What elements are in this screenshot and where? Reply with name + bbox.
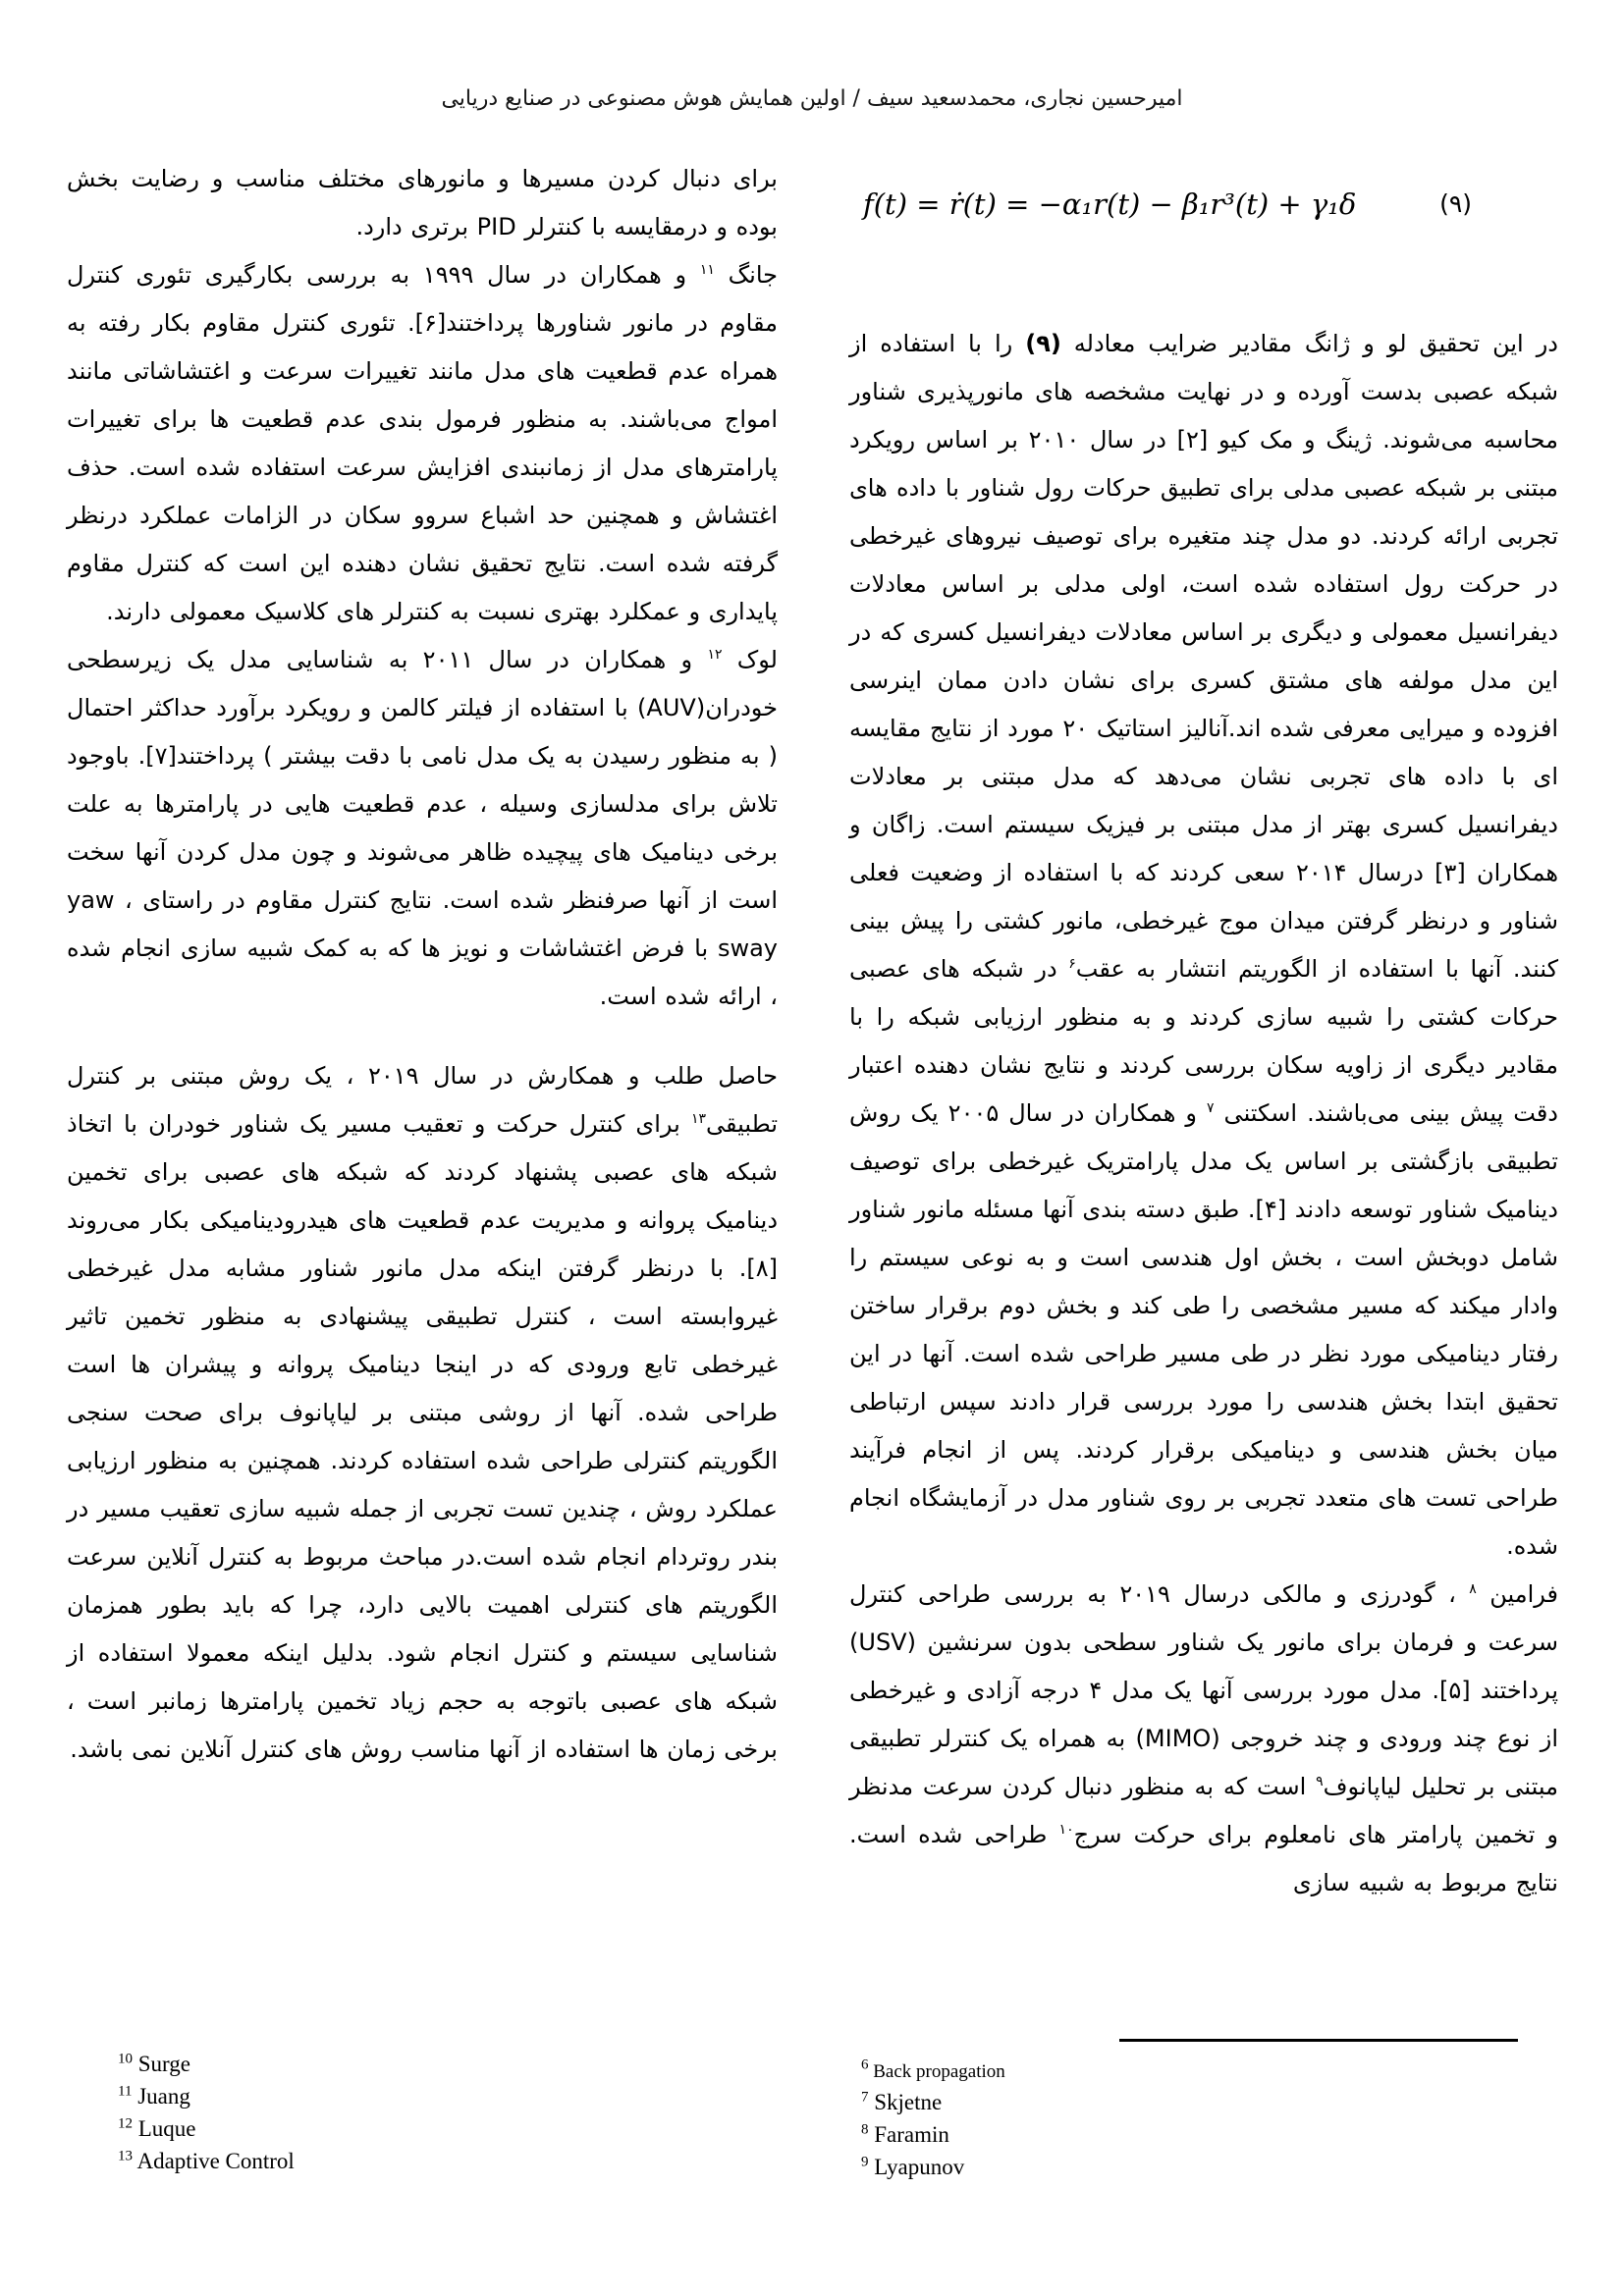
paragraph: جانگ $^{۱۱}$ و همکاران در سال ۱۹۹۹ به بررسی بکارگیری تئوری کنترل مقاوم در مانور شناورها پرداختند[۶]. تئوری کنترل مقاوم بکار رفته به همراه عدم قطعیت های مدل مانند تغییرات سرعت و اغتشاشاتی مانند امواج می‌باشند. به منظور فرمول بندی عدم قطعیت ها برای تغییرات پارامترهای مدل از زمانبندی افزایش سرعت استفاده شده است. حذف اغتشاش و همچنین حد اشباع سروو سکان در الزامات عملکرد درنظر گرفته شده است. نتایج تحقیق نشان دهنده این است که کنترل مقاوم پایداری و عمکلرد بهتری نسبت به کنترلر های کلاسیک معمولی دارند. [67, 261, 778, 625]
paragraph: حاصل طلب و همکارش در سال ۲۰۱۹ ، یک روش مبتنی بر کنترل تطبیقی$^{۱۳}$ برای کنترل حرکت و تعقیب مسیر یک شناور خودران با اتخاذ شبکه های عصبی پشنهاد کردند که شبکه های عصبی برای تخمین دینامیک پروانه و مدیریت عدم قطعیت های هیدرودینامیکی بکار می‌روند [۸]. با درنظر گرفتن اینکه مدل مانور شناور مشابه مدل غیرخطی غیروابسته است ، کنترل تطبیقی پیشنهادی به منظور تخمین تاثیر غیرخطی تابع ورودی که در اینجا دینامیک پروانه و پیشران ها است طراحی شده. آنها از روشی مبتنی بر لیاپانوف برای صحت سنجی الگوریتم کنترلی طراحی شده استفاده کردند. همچنین به منظور ارزیابی عملکرد روش ، چندین تست تجربی از جمله شبیه سازی تعقیب مسیر در بندر روتردام انجام شده است.در مباحث مربوط به کنترل آنلاین سرعت الگوریتم های کنترلی اهمیت بالایی دارد، چرا که باید بطور همزمان شناسایی سیستم و کنترل انجام شود. بدلیل اینکه معمولا استفاده از شبکه های عصبی باتوجه به حجم زیاد تخمین پارامترها زمانبر است ، برخی زمان ها استفاده از آنها مناسب روش های کنترل آنلاین نمی باشد. [67, 1062, 778, 1763]
left-footnotes [118, 2048, 295, 2177]
footnote-item: $^{11}$ Juang [118, 2083, 190, 2109]
paragraph: فرامین $^۸$ ، گودرزی و مالکی درسال ۲۰۱۹ به بررسی طراحی کنترل سرعت و فرمان برای مانور یک شناور سطحی بدون سرنشین (USV) پرداختند [۵]. مدل مورد بررسی آنها یک مدل ۴ درجه آزادی و غیرخطی از نوع چند ورودی و چند خروجی (MIMO) به همراه یک کنترلر تطبیقی مبتنی بر تحلیل لیاپانوف$^۹$ است که به منظور دنبال کردن سرعت مدنظر و تخمین پارامتر های نامعلوم برای حرکت سرج$^{۱۰}$ طراحی شده است. نتایج مربوط به شبیه سازی [849, 1580, 1559, 1896]
right-column [849, 155, 1558, 1907]
equation-number: (۹) [1439, 189, 1472, 218]
paragraph: در این تحقیق لو و ژانگ مقادیر ضرایب معادله (۹) را با استفاده از شبکه عصبی بدست آورده و در نهایت مشخصه های مانورپذیری شناور محاسبه می‌شوند. ژینگ و مک کیو [۲] در سال ۲۰۱۰ بر اساس رویکرد مبتنی بر شبکه عصبی مدلی برای تطبیق حرکات رول شناور با داده های تجربی ارائه کردند. دو مدل چند متغیره برای توصیف نیروهای غیرخطی در حرکت رول استفاده شده است، اولی مدلی بر اساس معادلات دیفرانسیل معمولی و دیگری بر اساس معادلات دیفرانسیل کسری که در این مدل مولفه های مشتق کسری برای نشان دادن ممان اینرسی افزوده و میرایی معرفی شده اند.آنالیز استاتیک ۲۰ مورد از نتایج مقایسه ای با داده های تجربی نشان می‌دهد که مدل مبتنی بر معادلات دیفرانسیل کسری بهتر از مدل مبتنی بر فیزیک سیستم است. زاگان و همکاران [۳] درسال ۲۰۱۴ سعی کردند که با استفاده از وضعیت فعلی شناور و درنظر گرفتن میدان موج غیرخطی، مانور کشتی را پیش بینی کنند. آنها با استفاده از الگوریتم انتشار به عقب$^۶$ در شبکه های عصبی حرکات کشتی را شبیه سازی کردند و به منظور ارزیابی شبکه را با مقادیر دیگری از زاویه سکان بررسی کردند و نتایج نشان دهنده اعتبار دقت پیش بینی می‌باشند. اسکتنی $^۷$ و همکاران در سال ۲۰۰۵ یک روش تطبیقی بازگشتی بر اساس یک مدل پارامتریک غیرخطی برای توصیف دینامیک شناور توسعه دادند [۴]. طبق دسته بندی آنها مسئله مانور شناور شامل دوبخش است ، بخش اول هندسی است و به نوعی سیستم را وادار میکند که مسیر مشخصی را طی کند و بخش دوم برقرار ساختن رفتار دینامیکی مورد نظر در طی مسیر طراحی شده است. آنها در این تحقیق ابتدا بخش هندسی را مورد بررسی قرار دادند سپس ارتباطی میان بخش هندسی و دینامیکی برقرار کردند. پس از انجام فرآیند طراحی تست های متعدد تجربی بر روی شناور مدل در آزمایشگاه انجام شده. [849, 330, 1558, 1560]
footnote-separator [1119, 2039, 1518, 2042]
footnote-item: $^7$ Skjetne [861, 2089, 943, 2114]
equation-body: f(t) = ṙ(t) = −α₁r(t) − β₁r³(t) + γ₁δ [863, 187, 1357, 221]
footnote-item: $^9$ Lyapunov [861, 2154, 965, 2179]
footnote-item: $^8$ Faramin [861, 2121, 949, 2147]
left-column [67, 155, 778, 1774]
left-column-text [67, 155, 778, 1774]
right-footnotes [861, 2054, 1005, 2183]
running-header: امیرحسین نجاری، محمدسعید سیف / اولین همایش هوش مصنوعی در صنایع دریایی [441, 86, 1183, 111]
paragraph: لوک $^{۱۲}$ و همکاران در سال ۲۰۱۱ به شناسایی مدل یک زیرسطحی خودران(AUV) با استفاده از فیلتر کالمن و رویکرد برآورد حداکثر احتمال ( به منظور رسیدن به یک مدل نامی با دقت بیشتر ) پرداختند[۷]. باوجود تلاش برای مدلسازی وسیله ، عدم قطعیت هایی در پارامترها به علت برخی دینامیک های پیچیده ظاهر می‌شوند و چون مدل کردن آنها سخت است از آنها صرفنظر شده است. نتایج کنترل مقاوم در راستای yaw ، sway با فرض اغتشاشات و نویز ها که به کمک شبیه سازی انجام شده ، ارائه شده است. [67, 646, 778, 1010]
footnote-item: $^6$ Back propagation [861, 2056, 1005, 2082]
footnote-item: $^{10}$ Surge [118, 2051, 190, 2076]
footnote-item: $^{12}$ Luque [118, 2115, 196, 2141]
paragraph: برای دنبال کردن مسیرها و مانورهای مختلف مناسب و رضایت بخش بوده و درمقایسه با کنترلر PID برتری دارد. [67, 165, 778, 240]
equation-9 [863, 185, 1544, 224]
right-column-text [849, 320, 1558, 1907]
footnote-item: $^{13}$ Adaptive Control [118, 2148, 295, 2173]
